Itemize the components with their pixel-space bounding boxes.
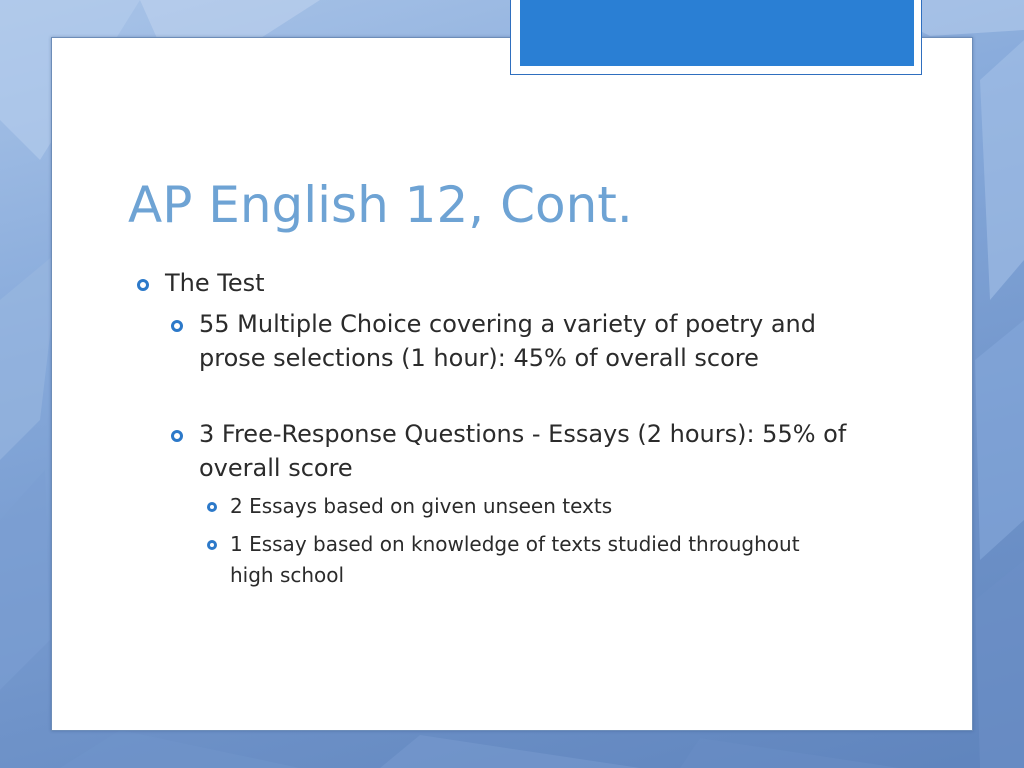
bullet-free-response: 3 Free-Response Questions - Essays (2 hours): 55% of overall score xyxy=(199,420,847,482)
ring-bullet-icon xyxy=(171,430,183,442)
slide-card xyxy=(51,37,973,731)
ring-bullet-icon xyxy=(171,320,183,332)
bullet-the-test: The Test xyxy=(165,269,265,297)
slide-title: AP English 12, Cont. xyxy=(128,176,633,234)
accent-bar xyxy=(520,0,914,66)
ring-bullet-icon xyxy=(137,279,149,291)
ring-bullet-icon xyxy=(207,502,217,512)
bullet-multiple-choice: 55 Multiple Choice covering a variety of poetry and prose selections (1 hour): 45% of overall score xyxy=(199,310,816,372)
bullet-studied-texts: 1 Essay based on knowledge of texts studied throughout high school xyxy=(230,532,800,587)
ring-bullet-icon xyxy=(207,540,217,550)
bullet-unseen-texts: 2 Essays based on given unseen texts xyxy=(230,494,613,518)
